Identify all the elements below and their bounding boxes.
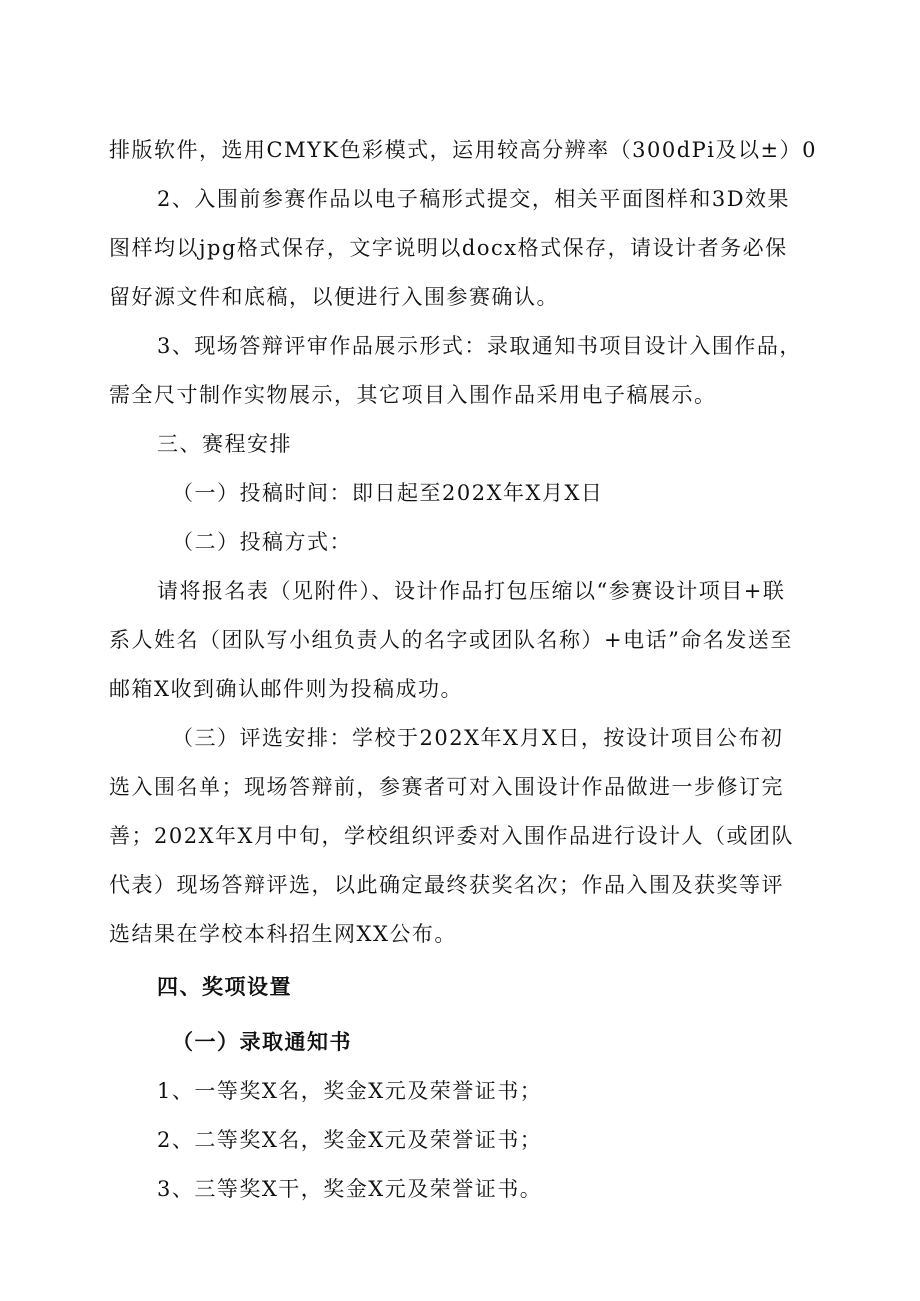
- text-line-17: 选结果在学校本科招生网XX公布。: [109, 922, 457, 946]
- award-item-2: 2、二等奖X名，奖金X元及荣誉证书；: [157, 1128, 543, 1152]
- text-line-8: （一）投稿时间：即日起至202X年X月X日: [172, 481, 604, 505]
- text-line-12: 邮箱X收到确认邮件则为投稿成功。: [109, 677, 463, 701]
- award-item-3: 3、三等奖X干，奖金X元及荣誉证书。: [157, 1177, 543, 1201]
- award-item-1: 1、一等奖X名，奖金X元及荣誉证书；: [157, 1079, 543, 1103]
- section-heading-schedule: 三、赛程安排: [157, 432, 292, 456]
- text-line-16: 代表）现场答辩评选，以此确定最终获奖名次；作品入围及获奖等评: [109, 873, 784, 897]
- text-line-3: 图样均以jpg格式保存，文字说明以docx格式保存，请设计者务必保: [109, 236, 788, 260]
- text-line-9: （二）投稿方式：: [172, 530, 352, 554]
- text-line-2: 2、入围前参赛作品以电子稿形式提交，相关平面图样和3D效果: [157, 187, 791, 211]
- text-line-11: 系人姓名（团队写小组负责人的名字或团队名称）+电话”命名发送至: [109, 628, 793, 652]
- section-heading-awards: 四、奖项设置: [157, 974, 292, 999]
- text-line-6: 需全尺寸制作实物展示，其它项目入围作品采用电子稿展示。: [109, 383, 717, 407]
- subsection-heading-notice: （一）录取通知书: [172, 1029, 352, 1054]
- text-line-10: 请将报名表（见附件）、设计作品打包压缩以“参赛设计项目+联: [157, 579, 786, 603]
- text-line-15: 善；202X年X月中旬，学校组织评委对入围作品进行设计人（或团队: [109, 824, 794, 848]
- text-line-5: 3、现场答辩评审作品展示形式：录取通知书项目设计入围作品，: [157, 334, 802, 358]
- text-line-14: 选入围名单；现场答辩前，参赛者可对入围设计作品做进一步修订完: [109, 775, 784, 799]
- text-line-1: 排版软件，选用CMYK色彩模式，运用较高分辨率（300dPi及以±）0: [109, 138, 817, 162]
- text-line-13: （三）评选安排：学校于202X年X月X日，按设计项目公布初: [172, 726, 784, 750]
- text-line-4: 留好源文件和底稿，以便进行入围参赛确认。: [109, 285, 559, 309]
